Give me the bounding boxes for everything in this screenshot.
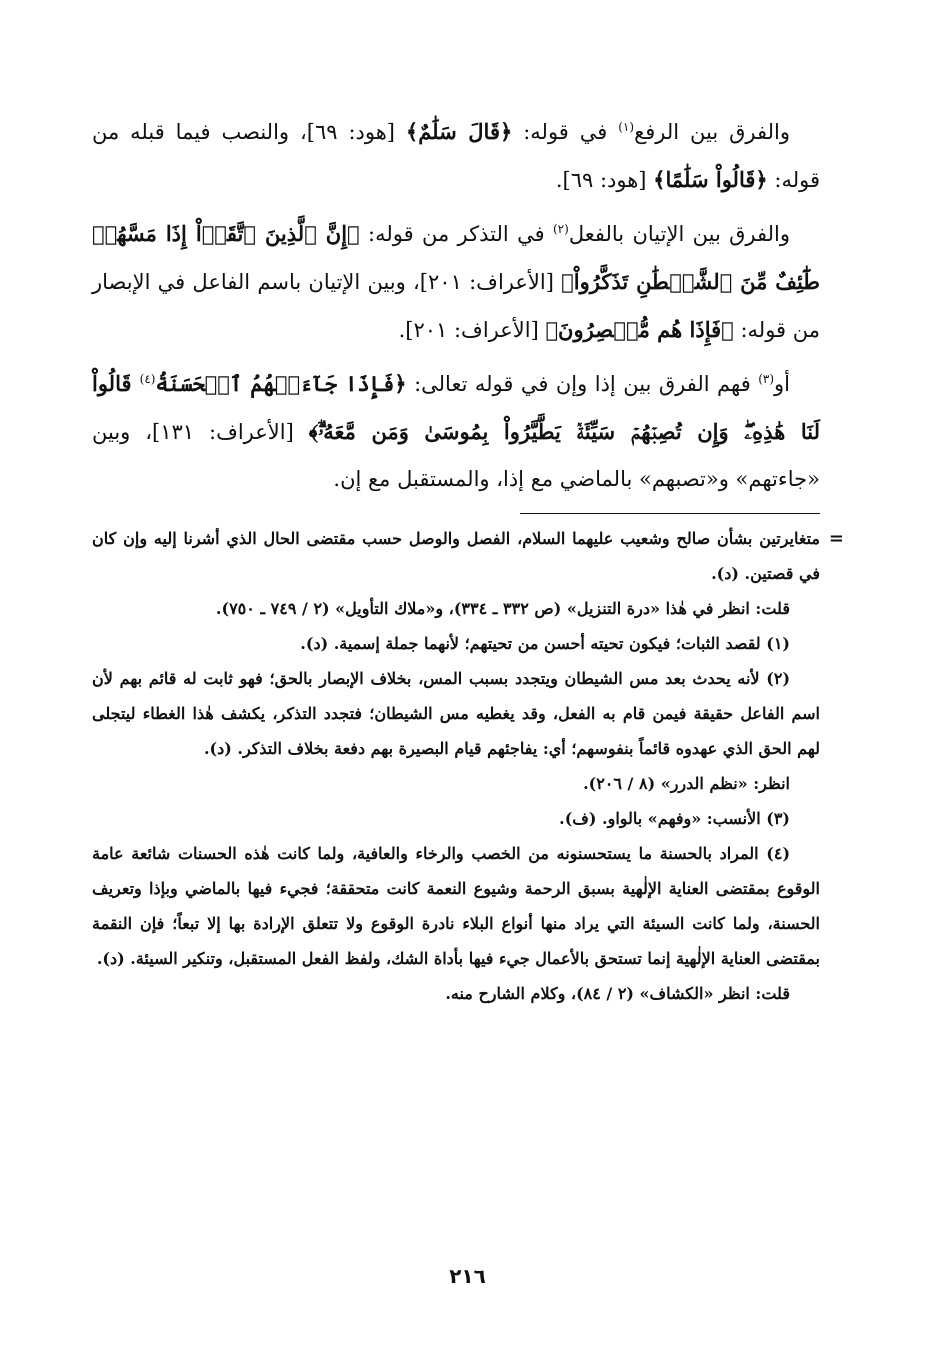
quran-quote: ﴿قَالُواْ سَلَٰمًا﴾ (653, 167, 768, 192)
p2-text-a: والفرق بين الإتيان بالفعل (568, 222, 791, 246)
editor-note-2: قلت: انظر «الكشاف» (٢ / ٨٤)، وكلام الشارح منه. (445, 984, 790, 1003)
footnote-1: (١) لقصد الثبات؛ فيكون تحيته أحسن من تحيتهم؛ لأنهما جملة إسمية. (د). (300, 634, 790, 653)
footnote-continuation-text: متغايرتين بشأن صالح وشعيب عليهما السلام، الفصل والوصل حسب مقتضى الحال الذي أشرنا إليه وإن كان في قصتين. (د). (92, 529, 820, 583)
p1-text-d: [هود: ٦٩]. (555, 168, 654, 192)
quran-quote: قَالُواْ لَنَا هَٰذِهِۦۖ وَإِن تُصِبۡهُمۡ سَيِّئَةٞ يَطَّيَّرُواْ بِمُوسَىٰ وَمَن مَّعَهُۥٓۗ﴾ (92, 371, 820, 444)
continuation-mark: = (828, 528, 844, 549)
footnote-3: (٣) الأنسب: «وفهم» بالواو. (ف). (559, 809, 790, 828)
editor-note-1: قلت: انظر في هٰذا «درة التنزيل» (ص ٣٣٢ ـ ٣٣٤)، و«ملاك التأويل» (٢ / ٧٤٩ ـ ٧٥٠). (215, 599, 790, 618)
quran-quote: ﴿فَإِذَا جَآءَتۡهُمُ ٱلۡحَسَنَةُ (155, 371, 407, 396)
page-body (92, 108, 844, 1011)
footnote-ref-2: (٢) (552, 222, 569, 236)
footnote-continuation (92, 521, 844, 591)
p1-text-c: [هود: ٦٩]، والنصب فيما قبله من قوله: (92, 120, 820, 192)
footnote-2: (٢) لأنه يحدث بعد مس الشيطان ويتجدد بسبب المس، بخلاف الإبصار بالحق؛ فهو ثابت له قائم بهم لأن اسم الفاعل حقيقة فيمن قام به الفعل، وقد يغطيه مس الشيطان؛ فتجدد التذكر، يكشف هٰذا الغطاء ليتجلى لهم الحق الذي عهدوه قائماً بنفوسهم؛ أي: يفاجئهم قيام البصيرة بهم دفعة بخلاف التذكر. (د). (92, 669, 820, 758)
quran-quote: ﴿إِنَّ ٱلَّذِينَ ٱتَّقَوۡاْ إِذَا مَسَّهُمۡ طَٰٓئِفٌ مِّنَ ٱلشَّيۡطَٰنِ تَذَكَّرُواْ﴾ (92, 221, 820, 294)
p1-text-b: في قوله: (512, 120, 619, 144)
page-number: ٢١٦ (449, 1264, 486, 1288)
footnote-rule (520, 513, 820, 514)
quran-quote: ﴿قَالَ سَلَٰمٌ﴾ (405, 119, 513, 144)
p2-text-c: [الأعراف: ٢٠١]، وبين الإتيان باسم الفاعل في الإبصار من قوله: (92, 270, 820, 342)
quran-quote: ﴿فَإِذَا هُم مُّبۡصِرُونَ﴾ (545, 317, 734, 342)
footnotes (92, 521, 844, 1011)
footnote-ref-4: (٤) (139, 372, 156, 386)
footnote-separator (92, 507, 820, 521)
footnote-ref-3: (٣) (758, 372, 775, 386)
p3-text-b: فهم الفرق بين إذا وإن في قوله تعالى: (406, 372, 759, 396)
footnote-2-reference: انظر: «نظم الدرر» (٨ / ٢٠٦). (583, 774, 790, 793)
paragraph-2 (92, 210, 820, 354)
p2-text-b: في التذكر من قوله: (359, 222, 553, 246)
paragraph-3 (92, 360, 820, 503)
paragraph-1 (92, 108, 820, 204)
p2-text-d: [الأعراف: ٢٠١]. (398, 318, 546, 342)
main-text (92, 108, 820, 503)
p3-text-c: [الأعراف: ١٣١]، وبين «جاءتهم» و«تصبهم» بالماضي مع إذا، والمستقبل مع إن. (92, 420, 820, 491)
footnote-4: (٤) المراد بالحسنة ما يستحسنونه من الخصب والرخاء والعافية، ولما كانت هٰذه الحسنات شائعة عامة الوقوع بمقتضى العناية الإلٰهية بسبق الرحمة وشيوع النعمة كانت متحققة؛ فجيء فيها بالماضي وبإذا وتعريف الحسنة، ولما كانت السيئة التي يراد منها أنواع البلاء نادرة الوقوع ولا تتعلق الإرادة بها إلا تبعاً؛ فإن النقمة بمقتضى العناية الإلٰهية إنما تستحق بالأعمال جيء فيها بأداة الشك، ولفظ الفعل المستقبل، وتنكير السيئة. (د). (92, 844, 820, 968)
p1-text-a: والفرق بين الرفع (634, 120, 790, 144)
p3-text-a: أو (774, 372, 790, 396)
footnote-ref-1: (١) (618, 120, 635, 134)
